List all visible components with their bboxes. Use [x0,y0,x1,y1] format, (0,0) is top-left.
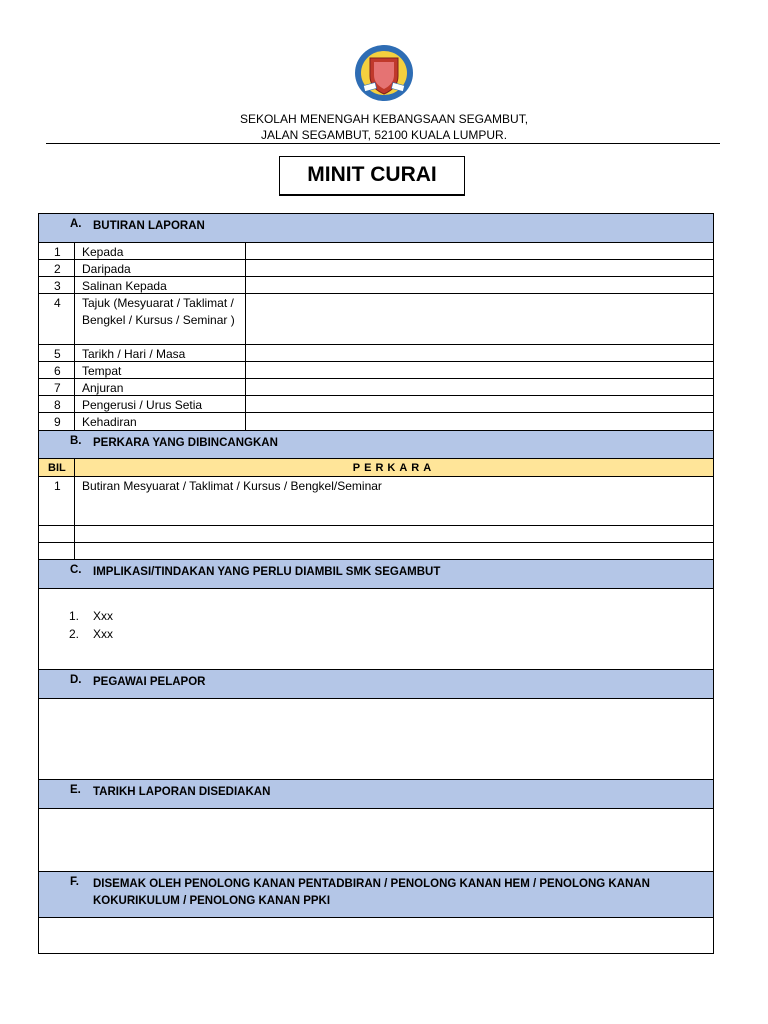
section-c-letter: C. [70,564,82,576]
row-label: Tempat [75,362,246,378]
row-number: 6 [39,362,75,378]
section-e-header [39,780,713,809]
school-crest-icon [354,44,414,102]
list-item-text: Xxx [93,627,114,641]
table-row [39,260,713,277]
section-c-body [39,589,713,670]
row-label: Tarikh / Hari / Masa [75,345,246,361]
list-item-text: Xxx [93,609,114,623]
section-a-header [39,214,713,243]
action-list [69,607,113,643]
section-e-title: TARIKH LAPORAN DISEDIAKAN [93,786,271,798]
table-row [39,379,713,396]
column-header-perkara: PERKARA [352,462,436,474]
section-b-letter: B. [70,435,82,447]
row-label: Kepada [75,243,246,259]
row-number: 2 [39,260,75,276]
table-row [39,345,713,362]
row-number: 5 [39,345,75,361]
table-row [39,362,713,379]
section-e-letter: E. [70,784,81,796]
list-item [69,607,113,625]
row-label: Anjuran [75,379,246,395]
row-number: 1 [39,243,75,259]
row-number: 3 [39,277,75,293]
list-item-number: 2. [69,627,80,641]
section-c-header [39,560,713,589]
discussion-row [39,543,713,560]
section-a-letter: A. [70,218,82,230]
discussion-text: Butiran Mesyuarat / Taklimat / Kursus / Bengkel/Seminar [82,479,382,493]
table-row [39,277,713,294]
table-row [39,294,713,345]
school-name: SEKOLAH MENENGAH KEBANGSAAN SEGAMBUT, [239,112,529,126]
section-d-letter: D. [70,674,82,686]
school-address: JALAN SEGAMBUT, 52100 KUALA LUMPUR. [260,128,508,142]
row-number: 8 [39,396,75,412]
section-f-title: DISEMAK OLEH PENOLONG KANAN PENTADBIRAN / PENOLONG KANAN HEM / PENOLONG KANAN KOKURIKULUM / PENOLONG KANAN PPKI [93,878,650,907]
discussion-table-header [39,459,713,477]
table-row [39,243,713,260]
row-number: 7 [39,379,75,395]
table-row [39,413,713,431]
row-number: 9 [39,413,75,430]
row-label: Tajuk (Mesyuarat / Taklimat / Bengkel / Kursus / Seminar ) [75,294,246,344]
table-row [39,396,713,413]
row-label: Kehadiran [75,413,246,430]
document-title: MINIT CURAI [279,156,465,196]
row-label: Daripada [75,260,246,276]
row-number [39,543,75,559]
row-number: 1 [39,477,75,525]
section-d-header [39,670,713,699]
section-e-body [39,809,713,872]
section-d-body [39,699,713,780]
row-label: Pengerusi / Urus Setia [75,396,246,412]
row-number: 4 [39,294,75,344]
section-f-body [39,918,713,953]
section-f-letter: F. [70,876,79,888]
row-label: Salinan Kepada [75,277,246,293]
section-c-title: IMPLIKASI/TINDAKAN YANG PERLU DIAMBIL SMK SEGAMBUT [93,566,441,578]
section-b-header [39,431,713,459]
section-f-header [39,872,713,918]
row-number [39,526,75,542]
discussion-row [39,526,713,543]
list-item-number: 1. [69,609,80,623]
column-header-bil: BIL [39,459,75,476]
list-item [69,625,113,643]
discussion-row [39,477,713,526]
header-divider [46,143,720,144]
section-a-title: BUTIRAN LAPORAN [93,220,205,232]
report-form [38,213,714,954]
section-d-title: PEGAWAI PELAPOR [93,676,206,688]
section-b-title: PERKARA YANG DIBINCANGKAN [93,437,278,449]
